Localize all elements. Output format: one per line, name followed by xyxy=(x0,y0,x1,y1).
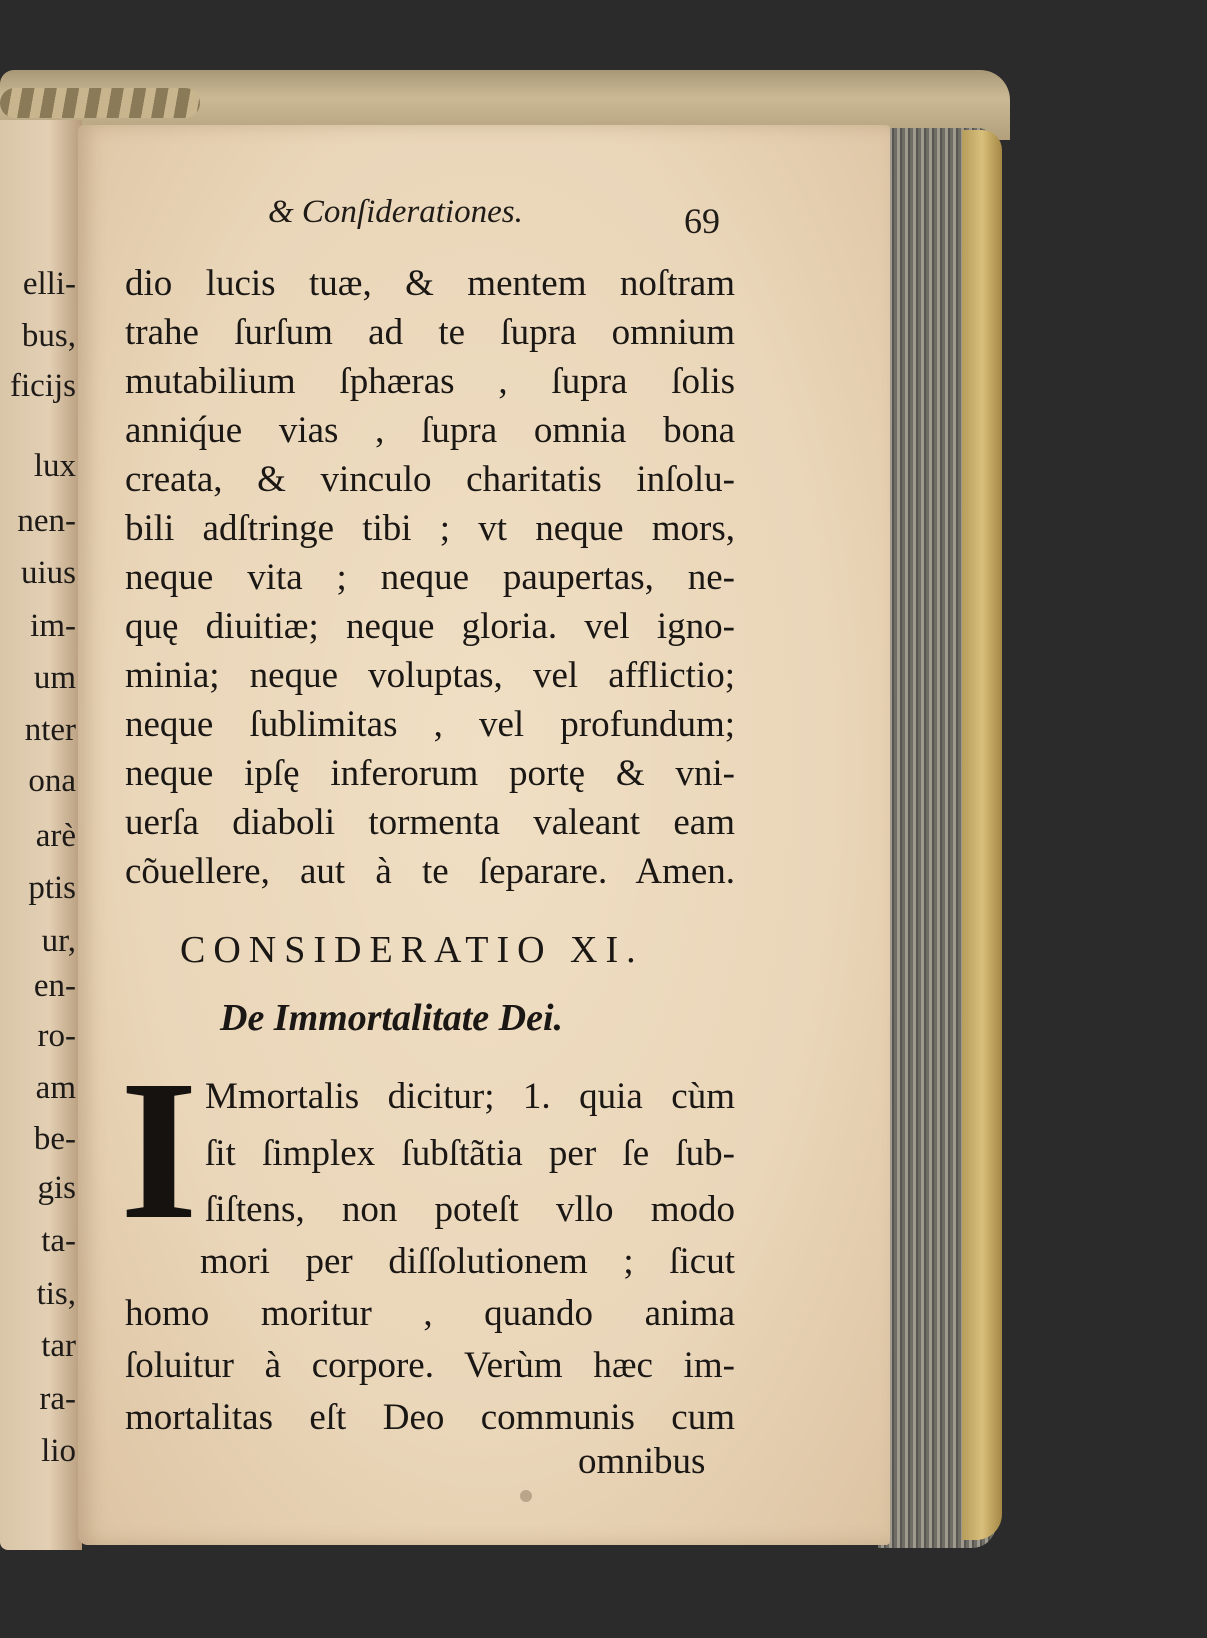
left-page-line: tis, xyxy=(36,1276,76,1312)
text-line: ſit ſimplex ſubſtãtia per ſe ſub- xyxy=(205,1133,735,1174)
text-line: ſiſtens, non poteſt vllo modo xyxy=(205,1189,735,1230)
text-line: dio lucis tuæ, & mentem noſtram xyxy=(125,263,735,304)
text-line: trahe ſurſum ad te ſupra omnium xyxy=(125,312,735,353)
running-head: & Conſiderationes. xyxy=(268,194,523,230)
text-line: Mmortalis dicitur; 1. quia cùm xyxy=(205,1076,735,1117)
left-page-line: lio xyxy=(41,1433,76,1469)
left-page-fragment xyxy=(0,120,82,1550)
left-page-line: arè xyxy=(35,818,76,854)
left-page-line: gis xyxy=(37,1170,76,1206)
left-page-line: bus, xyxy=(21,318,76,354)
text-line: creata, & vinculo charitatis inſolu- xyxy=(125,459,735,500)
paper-stain xyxy=(520,1490,532,1502)
left-page-line: be- xyxy=(33,1121,76,1157)
text-line: neque ipſę inferorum portę & vni- xyxy=(125,753,735,794)
left-page-line: uius xyxy=(20,555,76,591)
left-page-line: elli- xyxy=(22,266,76,302)
section-subheading: De Immortalitate Dei. xyxy=(220,997,564,1039)
left-page-line: nter xyxy=(24,712,76,748)
text-line: mutabilium ſphæras , ſupra ſolis xyxy=(125,361,735,402)
text-line: anniq́ue vias , ſupra omnia bona xyxy=(125,410,735,451)
left-page-line: ptis xyxy=(28,870,76,906)
left-page-line: lux xyxy=(33,448,76,484)
text-line: cõuellere, aut à te ſeparare. Amen. xyxy=(125,851,735,892)
left-page-line: ro- xyxy=(37,1018,76,1054)
text-line: neque vita ; neque paupertas, ne- xyxy=(125,557,735,598)
text-line: mortalitas eſt Deo communis cum xyxy=(125,1397,735,1438)
text-line: ſoluitur à corpore. Verùm hæc im- xyxy=(125,1345,735,1386)
left-page-line: en- xyxy=(33,968,76,1004)
section-heading: CONSIDERATIO XI. xyxy=(180,929,644,971)
left-page-line: ta- xyxy=(41,1223,76,1259)
binding-cord xyxy=(0,88,200,118)
text-line: uerſa diaboli tormenta valeant eam xyxy=(125,802,735,843)
text-line: neque ſublimitas , vel profundum; xyxy=(125,704,735,745)
text-line: minia; neque voluptas, vel afflictio; xyxy=(125,655,735,696)
left-page-line: tar xyxy=(41,1328,76,1364)
left-page-line: im- xyxy=(30,608,76,644)
left-page-line: ona xyxy=(28,763,76,799)
left-page-line: ur, xyxy=(41,923,76,959)
catchword: omnibus xyxy=(578,1441,706,1482)
left-page-line: ficijs xyxy=(10,368,76,404)
left-page-line: um xyxy=(33,660,76,696)
text-line: mori per diſſolutionem ; ſicut xyxy=(200,1241,735,1282)
left-page-line: ra- xyxy=(39,1381,76,1417)
left-page-line: am xyxy=(35,1070,76,1106)
left-page-line: nen- xyxy=(17,503,76,539)
text-line: homo moritur , quando anima xyxy=(125,1293,735,1334)
drop-initial: I xyxy=(120,1040,198,1261)
text-line: bili adſtringe tibi ; vt neque mors, xyxy=(125,508,735,549)
page-number: 69 xyxy=(684,201,720,241)
text-line: quę diuitiæ; neque gloria. vel igno- xyxy=(125,606,735,647)
book-cover-edge xyxy=(962,130,1002,1540)
